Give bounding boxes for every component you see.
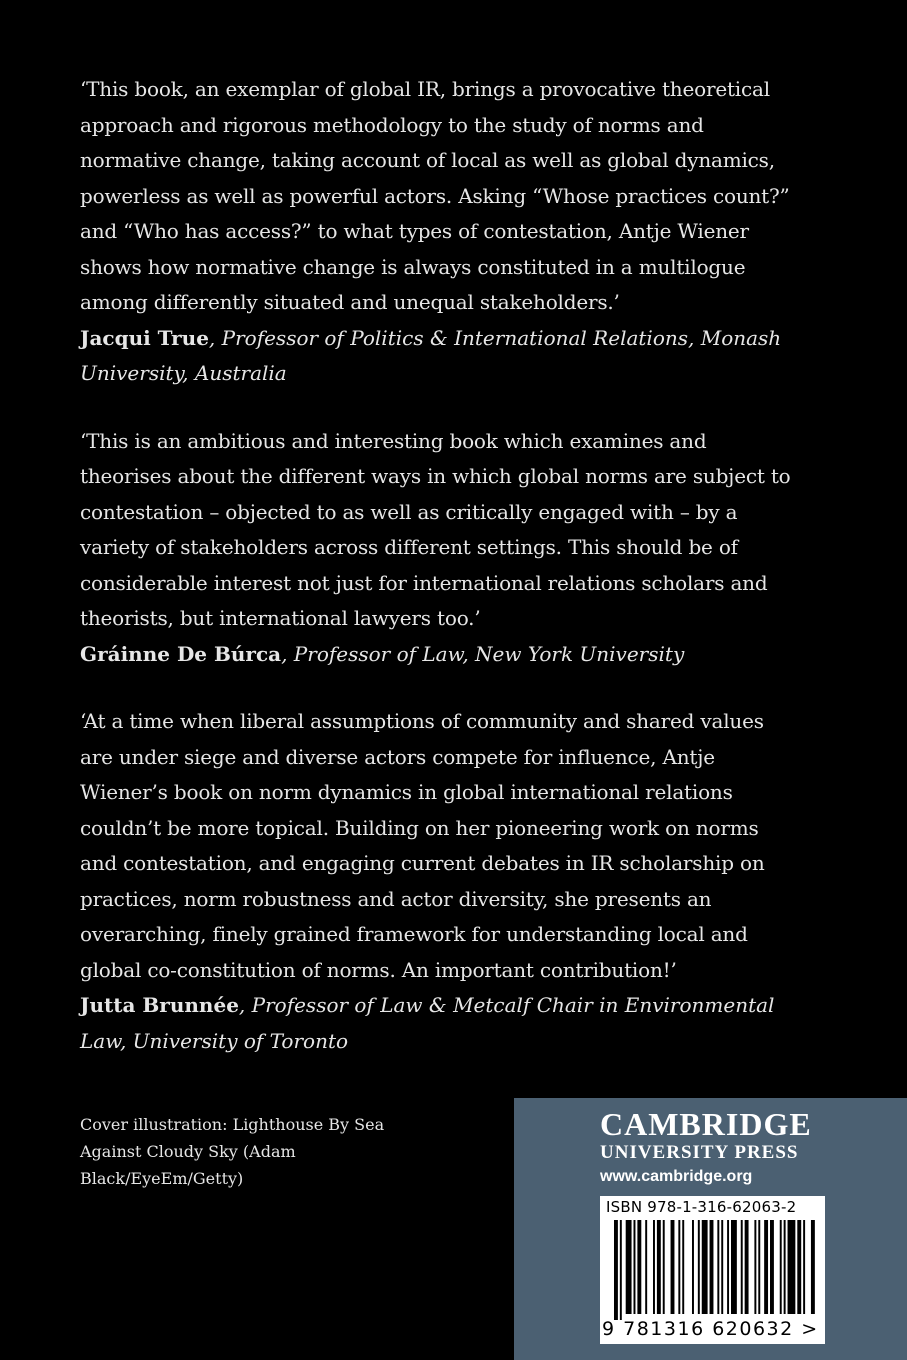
attribution — [80, 637, 800, 673]
barcode-bar — [797, 1220, 801, 1314]
endorser-name: Jutta Brunnée — [80, 993, 239, 1017]
barcode-bar — [663, 1220, 665, 1314]
barcode-bar — [803, 1220, 805, 1314]
publisher-url: www.cambridge.org — [600, 1168, 753, 1185]
barcode-bar — [692, 1220, 694, 1314]
barcode-bar — [811, 1220, 815, 1314]
endorsement-1 — [80, 72, 800, 392]
barcode-bars-icon — [600, 1220, 825, 1320]
barcode-bar — [637, 1220, 641, 1314]
barcode — [600, 1196, 825, 1344]
isbn-label: ISBN 978-1-316-62063-2 — [606, 1198, 797, 1216]
endorser-role: , Professor of Law, New York University — [281, 641, 685, 666]
barcode-bar — [770, 1220, 774, 1314]
endorser-role: , Professor of Law & Metcalf Chair in Environmental Law, University of Toronto — [80, 993, 775, 1053]
barcode-bar — [698, 1220, 700, 1314]
barcode-bar — [758, 1220, 760, 1314]
endorser-name: Jacqui True — [80, 325, 209, 350]
cover-credit: Cover illustration: Lighthouse By Sea Against Cloudy Sky (Adam Black/EyeEm/Getty) — [80, 1115, 385, 1188]
attribution — [80, 321, 800, 392]
ean-digits: 9 781316 620632 > — [602, 1318, 819, 1340]
attribution — [80, 988, 800, 1059]
barcode-bar — [702, 1220, 708, 1314]
barcode-bar — [727, 1220, 729, 1314]
barcode-bar — [678, 1220, 680, 1314]
quote-text: ‘This is an ambitious and interesting book which examines and theorises about the different ways in which global norms are subject to contestation – objected to as well as critically engaged with – by a variety of stakeholders across different settings. This should be of considerable interest not just for international relations scholars and theorists, but international lawyers too.’ — [80, 428, 791, 630]
barcode-bar — [754, 1220, 756, 1314]
endorsements — [80, 72, 800, 1091]
quote-text: ‘At a time when liberal assumptions of community and shared values are under siege and diverse actors compete for influence, Antje Wiener’s book on norm dynamics in global international relations couldn’t be more topical. Building on her pioneering work on norms and contestation, and engaging current debates in IR scholarship on practices, norm robustness and actor diversity, she presents an overarching, finely grained framework for understanding local and global co-constitution of norms. An important contribution!’ — [80, 709, 765, 982]
barcode-bar — [620, 1220, 622, 1320]
barcode-bar — [671, 1220, 675, 1314]
barcode-bar — [634, 1220, 636, 1314]
endorser-role: , Professor of Politics & International Relations, Monash University, Australia — [80, 325, 782, 385]
publisher-panel — [514, 1098, 907, 1360]
publisher-name: CAMBRIDGE — [600, 1106, 812, 1142]
barcode-bar — [721, 1220, 723, 1314]
barcode-bar — [745, 1220, 749, 1314]
barcode-bar — [780, 1220, 782, 1314]
publisher-subname: UNIVERSITY PRESS — [600, 1142, 799, 1163]
barcode-bar — [614, 1220, 618, 1320]
quote-text: ‘This book, an exemplar of global IR, brings a provocative theoretical approach and rigorous methodology to the study of norms and normative change, taking account of local as well as global dynamics, powerless as well as powerful actors. Asking “Whose practices count?” and “Who has access?” to what types of contestation, Antje Wiener shows how normative change is always constituted in a multilogue among differently situated and unequal stakeholders.’ — [80, 77, 790, 314]
barcode-bar — [682, 1220, 684, 1314]
barcode-bar — [710, 1220, 714, 1314]
barcode-bar — [657, 1220, 661, 1314]
endorser-name: Gráinne De Búrca — [80, 641, 282, 666]
barcode-bar — [788, 1220, 796, 1314]
barcode-bar — [784, 1220, 786, 1314]
barcode-bar — [717, 1220, 719, 1314]
barcode-bar — [653, 1220, 655, 1314]
barcode-bar — [626, 1220, 632, 1314]
endorsement-3 — [80, 704, 800, 1059]
barcode-bar — [731, 1220, 737, 1314]
endorsement-2 — [80, 424, 800, 673]
barcode-bar — [741, 1220, 743, 1314]
barcode-bar — [764, 1220, 768, 1314]
barcode-bar — [645, 1220, 647, 1314]
